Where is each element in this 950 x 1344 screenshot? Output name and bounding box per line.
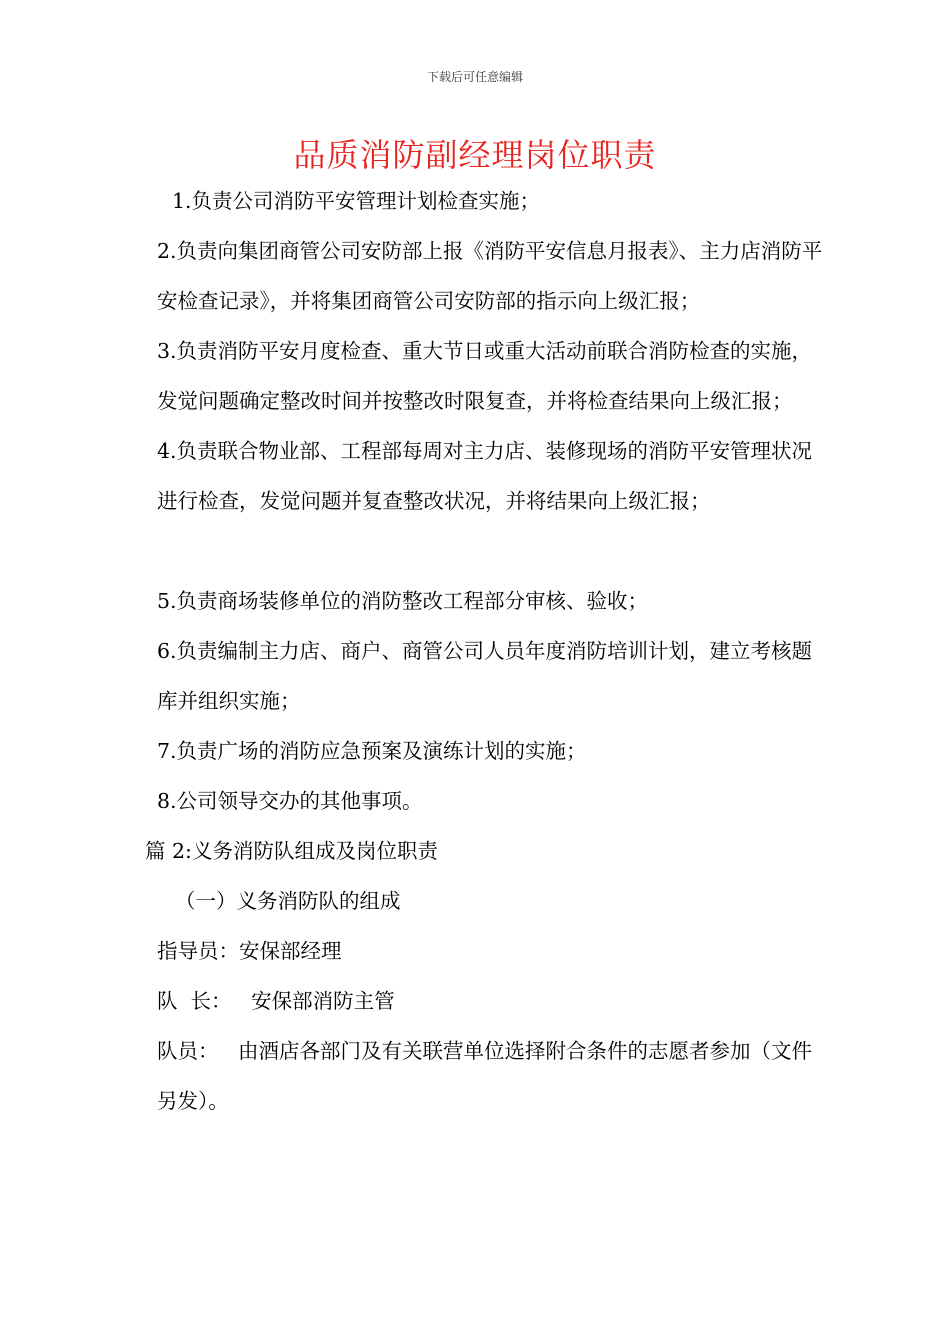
document-body [145, 176, 825, 1126]
paragraph-duty-8: 8.公司领导交办的其他事项。 [157, 789, 423, 813]
paragraph-duty-5: 5.负责商场装修单位的消防整改工程部分审核、验收； [157, 589, 649, 613]
subsection-heading: （一）义务消防队的组成 [175, 889, 401, 913]
paragraph-members: 队员： 由酒店各部门及有关联营单位选择附合条件的志愿者参加（文件另发）。 [157, 1039, 813, 1113]
blank-line [145, 526, 825, 576]
paragraph-duty-7: 7.负责广场的消防应急预案及演练计划的实施； [157, 739, 587, 763]
page-header: 下载后可任意编辑 [426, 70, 523, 84]
paragraph-captain: 队 长： 安保部消防主管 [157, 989, 395, 1013]
section-heading: 篇 2:义务消防队组成及岗位职责 [145, 839, 438, 863]
paragraph-instructor: 指导员：安保部经理 [157, 939, 342, 963]
paragraph-duty-2: 2.负责向集团商管公司安防部上报《消防平安信息月报表》、主力店消防平安检查记录》，并将集团商管公司安防部的指示向上级汇报； [157, 239, 823, 313]
paragraph-duty-1: 1.负责公司消防平安管理计划检查实施； [172, 189, 541, 213]
paragraph-duty-3: 3.负责消防平安月度检查、重大节日或重大活动前联合消防检查的实施，发觉问题确定整改时间并按整改时限复查，并将检查结果向上级汇报； [157, 339, 813, 413]
document-title: 品质消防副经理岗位职责 [293, 136, 657, 174]
paragraph-duty-4: 4.负责联合物业部、工程部每周对主力店、装修现场的消防平安管理状况进行检查，发觉问题并复查整改状况，并将结果向上级汇报； [157, 439, 813, 513]
paragraph-duty-6: 6.负责编制主力店、商户、商管公司人员年度消防培训计划，建立考核题库并组织实施； [157, 639, 813, 713]
